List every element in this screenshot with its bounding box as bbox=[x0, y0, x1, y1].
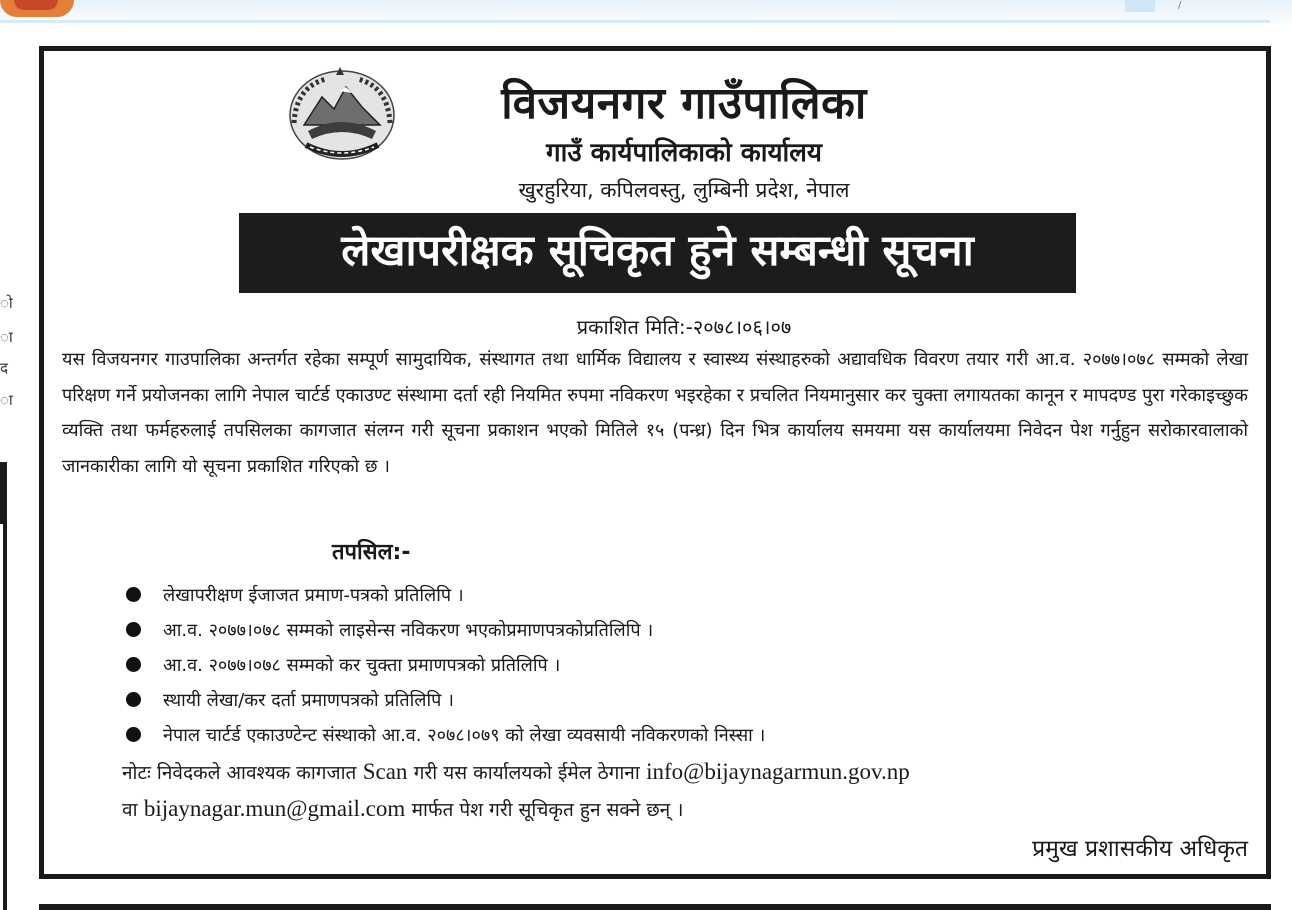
list-item bbox=[126, 683, 765, 718]
top-banner-rule bbox=[0, 20, 1270, 23]
note-text: वा bbox=[122, 799, 138, 821]
left-edge-bar bbox=[0, 462, 7, 910]
requirement-text: लेखापरीक्षण ईजाजत प्रमाण-पत्रको प्रतिलिपि । bbox=[163, 585, 464, 606]
list-item bbox=[126, 718, 765, 753]
bullet-icon bbox=[126, 657, 141, 672]
tapasil-heading: तपसिल:- bbox=[332, 540, 411, 565]
list-item bbox=[126, 648, 765, 683]
gmail-address: bijaynagar.mun@gmail.com bbox=[143, 796, 406, 821]
official-email: info@bijaynagarmun.gov.np bbox=[646, 759, 910, 784]
next-notice-border bbox=[39, 904, 1271, 910]
bullet-icon bbox=[126, 622, 141, 637]
note-block bbox=[122, 754, 910, 828]
note-line-2 bbox=[122, 791, 910, 828]
requirement-text: स्थायी लेखा/कर दर्ता प्रमाणपत्रको प्रतिलिपि । bbox=[163, 690, 454, 711]
list-item bbox=[126, 578, 765, 613]
note-line-1 bbox=[122, 754, 910, 791]
signatory-title: प्रमुख प्रशासकीय अधिकृत bbox=[1032, 836, 1248, 862]
left-edge-glyph: ा bbox=[0, 391, 13, 409]
bullet-icon bbox=[126, 727, 141, 742]
left-edge-glyph: ो bbox=[0, 294, 13, 312]
note-text: नोटः निवेदकले आवश्यक कागजात bbox=[122, 762, 357, 784]
top-right-graphic bbox=[1125, 0, 1155, 12]
list-item bbox=[126, 613, 765, 648]
notice-body-paragraph: यस विजयनगर गाउपालिका अन्तर्गत रहेका सम्पूर्ण सामुदायिक, संस्थागत तथा धार्मिक विद्यालय र स्वास्थ्य संस्थाहरुको अद्यावधिक विवरण तयार गरी आ.व. २०७७।०७८ सम्मको लेखा परिक्षण गर्ने प्रयोजनका लागि नेपाल चार्टर्ड एकाउण्ट संस्थामा दर्ता रही नियमित रुपमा नविकरण भइरहेका र प्रचलित नियमानुसार कर चुक्ता लगायतका कानून र मापदण्ड पुरा गरेकाइच्छुक व्यक्ति तथा फर्महरुलाई तपसिलका कागजात संलग्न गरी सूचना प्रकाशन भएको मितिले १५ (पन्ध्र) दिन भित्र कार्यालय समयमा यस कार्यालयमा निवेदन पेश गर्नुहुन सरोकारवालाको जानकारीका लागि यो सूचना प्रकाशित गरिएको छ । bbox=[62, 349, 1248, 477]
published-date: प्रकाशित मिति:-२०७८।०६।०७ bbox=[576, 315, 792, 339]
left-edge-glyph: ा bbox=[0, 328, 13, 346]
note-text: गरी यस कार्यालयको ईमेल ठेगाना bbox=[413, 762, 640, 784]
left-edge-glyph: द bbox=[0, 359, 8, 377]
bullet-icon bbox=[126, 692, 141, 707]
requirement-text: नेपाल चार्टर्ड एकाउण्टेन्ट संस्थाको आ.व. २०७८।०७९ को लेखा व्यवसायी नविकरणको निस्सा । bbox=[163, 725, 766, 746]
note-text: मार्फत पेश गरी सूचिकृत हुन सक्ने छन् । bbox=[411, 799, 684, 821]
site-logo-partial bbox=[0, 0, 74, 17]
requirement-text: आ.व. २०७७।०७८ सम्मको कर चुक्ता प्रमाणपत्रको प्रतिलिपि । bbox=[163, 655, 561, 676]
requirement-text: आ.व. २०७७।०७८ सम्मको लाइसेन्स नविकरण भएकोप्रमाणपत्रकोप्रतिलिपि । bbox=[163, 620, 654, 641]
top-right-mark: / bbox=[1178, 0, 1182, 11]
office-address: खुरहुरिया, कपिलवस्तु, लुम्बिनी प्रदेश, नेपाल bbox=[518, 178, 850, 202]
notice-title-banner: लेखापरीक्षक सूचिकृत हुने सम्बन्धी सूचना bbox=[239, 213, 1076, 293]
notice-document bbox=[39, 46, 1271, 879]
office-name: गाउँ कार्यपालिकाको कार्यालय bbox=[546, 138, 822, 168]
bullet-icon bbox=[126, 587, 141, 602]
municipality-title: विजयनगर गाउँपालिका bbox=[501, 78, 867, 129]
top-banner-strip bbox=[0, 0, 1292, 26]
requirements-list bbox=[126, 578, 765, 753]
note-scan-word: Scan bbox=[362, 759, 408, 784]
